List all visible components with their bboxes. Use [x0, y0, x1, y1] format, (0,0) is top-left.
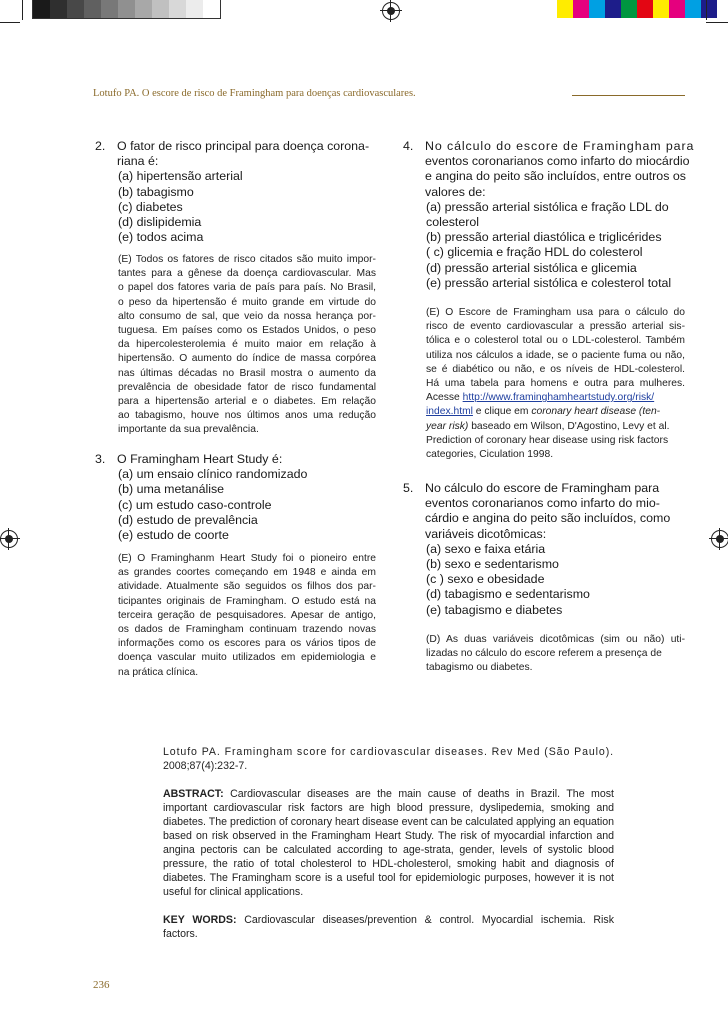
explanation-line: categories, Ciculation 1998. — [426, 449, 554, 461]
abstract-line: diabetes. The Framingham score is a useful tool for epidemiologic purposes, however it is not — [163, 872, 614, 884]
explanation-line: as grandes coortes começando em 1948 e ainda em — [118, 567, 376, 579]
explanation-line: se é diabético ou não, e os níveis de HDL-colesterol. — [426, 363, 685, 375]
question-number: 2. — [95, 139, 106, 153]
grayscale-color-bar — [32, 0, 221, 19]
keywords-line — [163, 913, 614, 927]
abstract-line: useful for clinical applications. — [163, 886, 304, 898]
explanation-line: tantes para a gênese da doença cardiovascular. Mas — [118, 268, 376, 280]
explanation-line — [426, 405, 685, 419]
answer-option: ( c) glicemia e fração HDL do colesterol — [426, 245, 643, 260]
question-stem: variáveis dicotômicas: — [425, 526, 547, 541]
question-stem: cárdio e angina do peito são incluídos, como — [425, 511, 671, 526]
abstract-line: pressure, the ratio of total cholesterol to HDL-cholesterol, smoking habit and diagnosis of — [163, 858, 614, 870]
framingham-risk-link[interactable]: http://www.framinghamheartstudy.org/risk/ — [462, 392, 655, 404]
answer-option: (b) uma metanálise — [118, 482, 225, 497]
explanation-line: ao tabagismo, houve nos últimos anos uma redução — [118, 410, 376, 422]
answer-option: (a) um ensaio clínico randomizado — [118, 467, 308, 482]
answer-option: (c) diabetes — [118, 199, 183, 214]
explanation-line: (E) O Escore de Framingham usa para o cálculo do — [426, 307, 685, 318]
color-swatch — [637, 0, 653, 18]
abstract-label: ABSTRACT: — [163, 788, 224, 800]
answer-explanation — [118, 253, 376, 438]
explanation-line: para a hipertensão arterial e o diabetes. Em relação — [118, 396, 376, 408]
explanation-line: terceira geração de pesquisadores. Apesar de antigo, — [118, 609, 376, 621]
color-swatch — [605, 0, 621, 18]
explanation-line: informações como os escores para os vários tipos de — [118, 638, 376, 650]
answer-option: (d) pressão arterial sistólica e glicemia — [426, 260, 637, 275]
answer-option: (a) sexo e faixa etária — [426, 541, 546, 556]
explanation-line: tabagismo ou diabetes. — [426, 662, 533, 674]
explanation-line: na prática clínica. — [118, 666, 199, 678]
explanation-line: Prediction of coronary hear disease using risk factors — [426, 434, 669, 446]
question-stem: O fator de risco principal para doença corona- — [117, 139, 370, 153]
question-number: 3. — [95, 452, 106, 466]
explanation-text: baseado em Wilson, D'Agostino, Levy et al. — [468, 420, 670, 432]
answer-option: (d) dislipidemia — [118, 215, 202, 230]
citation-line: 2008;87(4):232-7. — [163, 760, 248, 772]
explanation-line: utiliza nos cálculos a idade, se o paciente fuma ou não, — [426, 349, 685, 361]
explanation-italic: year risk) — [426, 420, 469, 432]
grayscale-swatch — [84, 0, 101, 18]
question-number: 5. — [403, 481, 414, 495]
explanation-line: tólica e o colesterol total ou o LDL-colesterol. Também — [426, 335, 685, 347]
question-stem: O Framingham Heart Study é: — [117, 452, 283, 466]
explanation-line: Há uma tabela para homens e outra para mulheres. — [426, 378, 685, 390]
answer-option: (e) todos acima — [118, 230, 204, 245]
question-stem: valores de: — [425, 184, 486, 199]
abstract-line: diabetes. The prediction of coronary heart disease event can be calculated applying an equation — [163, 816, 614, 828]
explanation-line — [426, 420, 685, 434]
answer-explanation — [426, 633, 685, 676]
grayscale-swatch — [152, 0, 169, 18]
framingham-risk-link-cont[interactable]: index.html — [426, 406, 473, 418]
color-swatch — [685, 0, 701, 18]
abstract-block — [163, 745, 614, 941]
crop-mark — [0, 22, 20, 23]
answer-option: (c ) sexo e obesidade — [426, 572, 545, 587]
grayscale-swatch — [101, 0, 118, 18]
citation-line: Lotufo PA. Framingham score for cardiovascular diseases. Rev Med (São Paulo). — [163, 746, 614, 758]
explanation-line: lizadas no cálculo do escore referem a presença de — [426, 648, 662, 660]
explanation-line: da hipercolesterolemia é muito maior em relação à — [118, 339, 376, 351]
answer-option: (e) pressão arterial sistólica e colesterol total — [426, 275, 672, 290]
answer-explanation — [118, 552, 376, 680]
color-swatch — [573, 0, 589, 18]
crop-mark — [706, 0, 707, 20]
color-swatch — [653, 0, 669, 18]
abstract-line — [163, 787, 614, 801]
crop-mark — [22, 0, 23, 20]
keywords-text: Cardiovascular diseases/prevention & control. Myocardial ischemia. Risk — [236, 914, 614, 926]
question-stem: No cálculo do escore de Framingham para — [425, 481, 660, 495]
explanation-text: Acesse — [426, 392, 463, 404]
answer-option: (a) pressão arterial sistólica e fração LDL do — [426, 199, 669, 214]
registration-mark-icon — [711, 530, 728, 548]
explanation-line: risco de evento cardiovascular a pressão arterial sis- — [426, 321, 685, 333]
abstract-text: Cardiovascular diseases are the main cause of deaths in Brazil. The most — [223, 788, 614, 800]
keywords-label: KEY WORDS: — [163, 914, 237, 926]
answer-option: (d) tabagismo e sedentarismo — [426, 587, 590, 602]
grayscale-swatch — [33, 0, 50, 18]
grayscale-swatch — [118, 0, 135, 18]
header-rule — [572, 95, 685, 96]
abstract-line: important cardiovascular risk factors are high blood pressure, dyslipedemia, smoking and — [163, 802, 614, 814]
color-swatch — [621, 0, 637, 18]
registration-mark-icon — [382, 2, 400, 20]
answer-option: (b) sexo e sedentarismo — [426, 557, 559, 572]
explanation-line: hipertensão. O aumento do índice de massa corpórea — [118, 353, 376, 365]
page-number: 236 — [93, 979, 110, 991]
abstract-line: angina pectoris can be calculated according to age-strata, gender, levels of systolic blood — [163, 844, 614, 856]
explanation-line: ticipantes originais de Framingham. O estudo está na — [118, 595, 376, 607]
explanation-line — [426, 391, 685, 405]
question-stem: riana é: — [117, 154, 159, 169]
color-swatch — [669, 0, 685, 18]
question-stem: eventos coronarianos como infarto do miocárdio — [425, 154, 690, 169]
question-number: 4. — [403, 139, 414, 153]
explanation-line: (D) As duas variáveis dicotômicas (sim ou não) uti- — [426, 634, 685, 645]
answer-option: (c) um estudo caso-controle — [118, 497, 272, 512]
answer-explanation — [426, 306, 685, 462]
answer-option: colesterol — [426, 215, 480, 230]
explanation-line: o peso da hipertensão é muito grande em virtude do — [118, 296, 376, 308]
explanation-line: (E) O Framinghanm Heart Study foi o pioneiro entre — [118, 553, 376, 564]
question-stem: No cálculo do escore de Framingham para — [425, 139, 695, 153]
explanation-italic: coronary heart disease (ten- — [531, 406, 661, 418]
grayscale-swatch — [169, 0, 186, 18]
color-swatch — [557, 0, 573, 18]
question-stem: eventos coronarianos como infarto do mio- — [425, 496, 660, 511]
explanation-line: alto consumo de sal, que veio da nossa herança por- — [118, 310, 376, 322]
explanation-line: tuguesa. Em países como os Estados Unidos, o peso — [118, 325, 376, 337]
registration-mark-icon — [0, 530, 18, 548]
answer-option: (b) pressão arterial diastólica e triglicérides — [426, 230, 662, 245]
keywords-line: factors. — [163, 928, 198, 940]
answer-option: (e) tabagismo e diabetes — [426, 602, 563, 617]
explanation-line: doença vascular muito utilizados em epidemiologia e — [118, 652, 376, 664]
grayscale-swatch — [203, 0, 220, 18]
grayscale-swatch — [50, 0, 67, 18]
grayscale-swatch — [67, 0, 84, 18]
explanation-line: os dados de Framingham continuam trazendo novas — [118, 624, 376, 636]
explanation-text: e clique em — [472, 406, 532, 418]
grayscale-swatch — [186, 0, 203, 18]
abstract-line: based on risk observed in the Framingham Heart Study. The risk of myocardial infarction and — [163, 830, 614, 842]
answer-option: (d) estudo de prevalência — [118, 512, 258, 527]
question-stem: e angina do peito são incluídos, entre outros os — [425, 169, 686, 184]
explanation-line: o papel dos fatores varia de país para país. No Brasil, — [118, 282, 376, 294]
grayscale-swatch — [135, 0, 152, 18]
color-swatch — [701, 0, 717, 18]
explanation-line: prevalência de obesidade fator de risco fundamental — [118, 381, 376, 393]
explanation-line: (E) Todos os fatores de risco citados são muito impor- — [118, 254, 376, 265]
running-header: Lotufo PA. O escore de risco de Framingham para doenças cardiovasculares. — [93, 88, 416, 99]
crop-mark — [706, 22, 728, 23]
cmyk-color-bar — [557, 0, 717, 18]
answer-option: (e) estudo de coorte — [118, 528, 229, 543]
answer-option: (b) tabagismo — [118, 184, 194, 199]
answer-option: (a) hipertensão arterial — [118, 169, 243, 184]
color-swatch — [589, 0, 605, 18]
explanation-line: nas últimas décadas no Brasil mostra o aumento da — [118, 367, 376, 379]
explanation-line: importante da sua prevalência. — [118, 424, 259, 436]
explanation-line: atividade. Atualmente são seguidos os filhos dos par- — [118, 581, 376, 593]
